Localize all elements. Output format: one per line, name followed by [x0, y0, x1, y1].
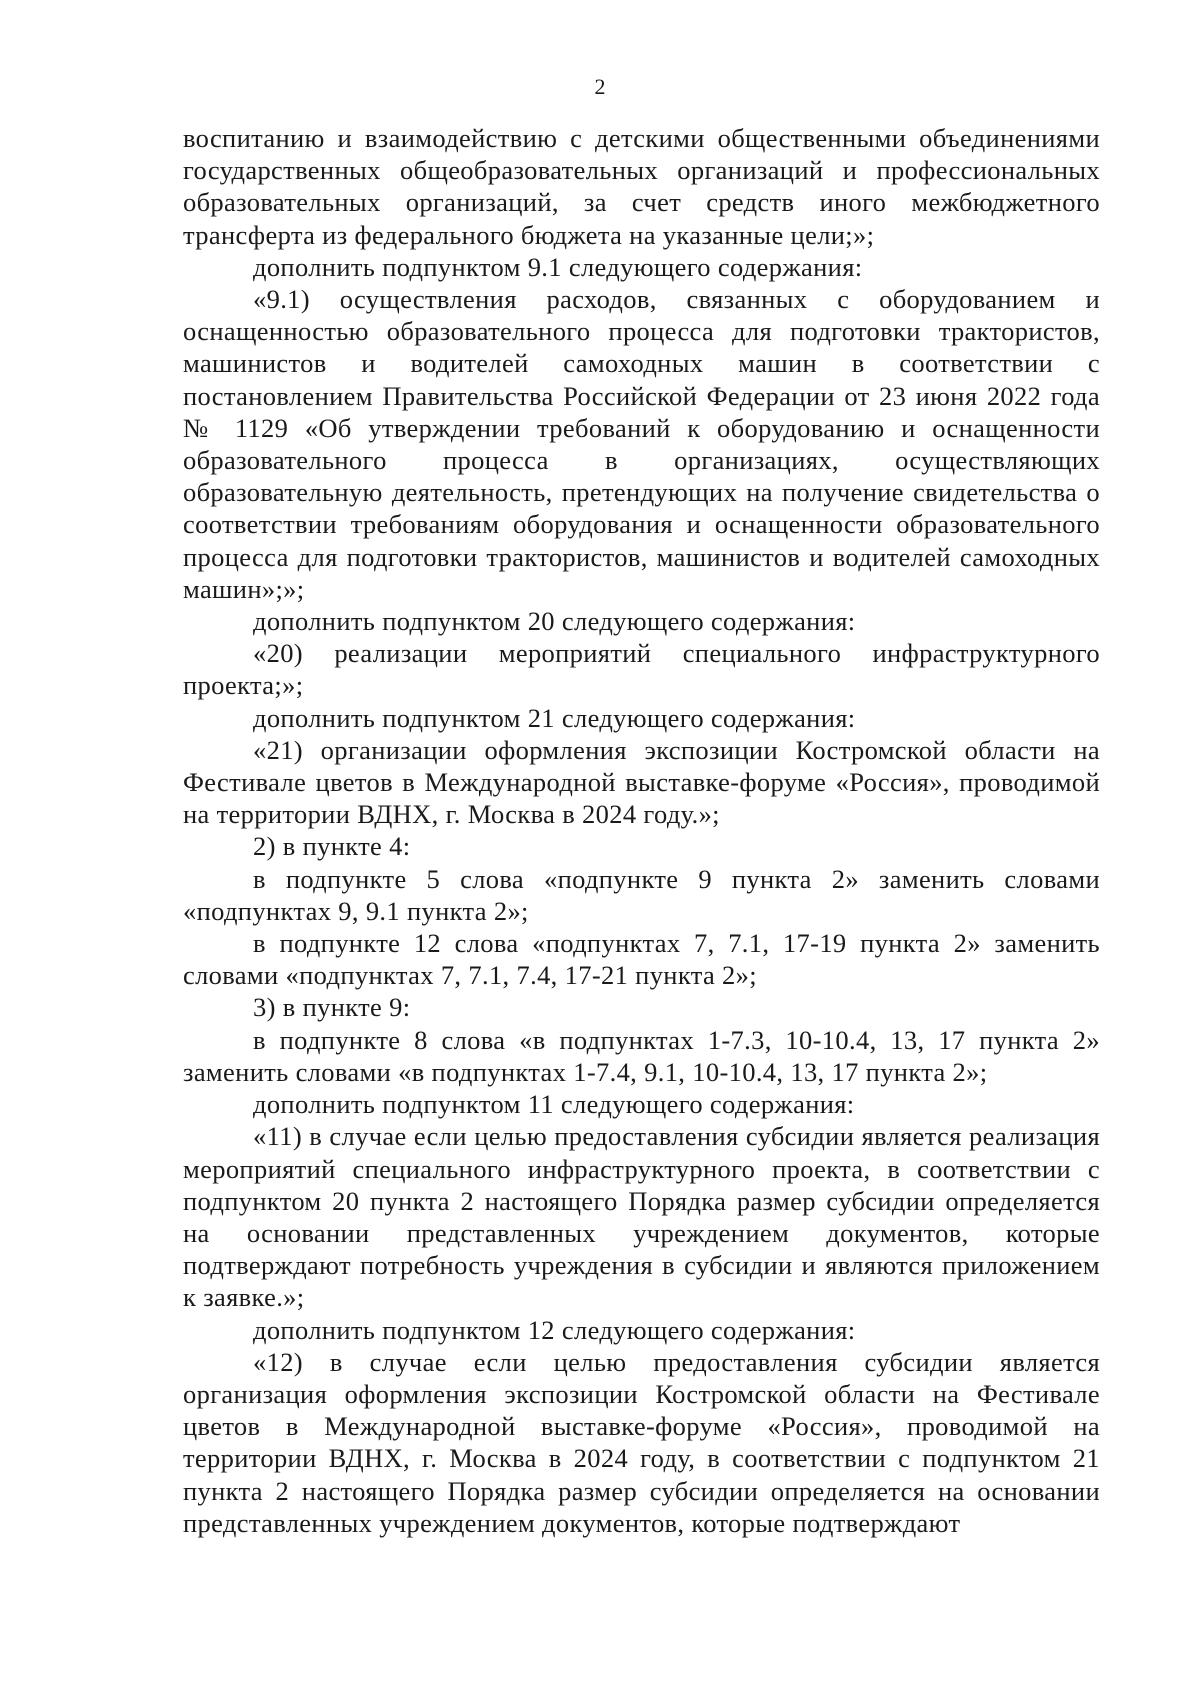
paragraph: воспитанию и взаимодействию с детскими общественными объединениями государственных общеобразовательных организаций и профессиональных образовательных организаций, за счет средств иного межбюджетного трансферта из федерального бюджета на указанные цели;»;: [183, 123, 1100, 250]
page-number: 2: [594, 74, 606, 99]
paragraph: 2) в пункте 4:: [253, 831, 411, 862]
paragraph: «21) организации оформления экспозиции Костромской области на Фестивале цветов в Международной выставке-форуме «Россия», проводимой на территории ВДНХ, г. Москва в 2024 году.»;: [183, 734, 1100, 830]
paragraph: дополнить подпунктом 12 следующего содержания:: [253, 1314, 856, 1345]
paragraph: дополнить подпунктом 21 следующего содержания:: [253, 702, 856, 733]
document-body: [183, 122, 1100, 1539]
paragraph: дополнить подпунктом 9.1 следующего содержания:: [253, 251, 863, 282]
paragraph: дополнить подпунктом 20 следующего содержания:: [253, 606, 856, 637]
paragraph: дополнить подпунктом 11 следующего содержания:: [253, 1089, 855, 1120]
paragraph: «12) в случае если целью предоставления субсидии является организация оформления экспозиции Костромской области на Фестивале цветов в Международной выставке-форуме «Россия», проводимой на территории ВДНХ, г. Москва в 2024 году, в соответствии с подпунктом 21 пункта 2 настоящего Порядка размер субсидии определяется на основании представленных учреждением документов, которые подтверждают: [183, 1346, 1100, 1538]
paragraph: «9.1) осуществления расходов, связанных с оборудованием и оснащенностью образовательного процесса для подготовки трактористов, машинистов и водителей самоходных машин в соответствии с постановлением Правительства Российской Федерации от 23 июня 2022 года № 1129 «Об утверждении требований к оборудованию и оснащенности образовательного процесса в организациях, осуществляющих образовательную деятельность, претендующих на получение свидетельства о соответствии требованиям оборудования и оснащенности образовательного процесса для подготовки трактористов, машинистов и водителей самоходных машин»;»;: [183, 284, 1100, 604]
paragraph: «20) реализации мероприятий специального инфраструктурного проекта;»;: [183, 638, 1100, 701]
paragraph: «11) в случае если целью предоставления субсидии является реализация мероприятий специального инфраструктурного проекта, в соответствии с подпунктом 20 пункта 2 настоящего Порядка размер субсидии определяется на основании представленных учреждением документов, которые подтверждают потребность учреждения в субсидии и являются приложением к заявке.»;: [183, 1121, 1100, 1313]
paragraph: в подпункте 5 слова «подпункте 9 пункта 2» заменить словами «подпунктах 9, 9.1 пункта 2»;: [183, 863, 1100, 926]
paragraph: в подпункте 12 слова «подпунктах 7, 7.1, 17-19 пункта 2» заменить словами «подпунктах 7, 7.1, 7.4, 17-21 пункта 2»;: [183, 928, 1100, 991]
paragraph: в подпункте 8 слова «в подпунктах 1-7.3, 10-10.4, 13, 17 пункта 2» заменить словами «в подпунктах 1-7.4, 9.1, 10-10.4, 13, 17 пункта 2»;: [183, 1024, 1100, 1087]
paragraph: 3) в пункте 9:: [253, 992, 411, 1023]
